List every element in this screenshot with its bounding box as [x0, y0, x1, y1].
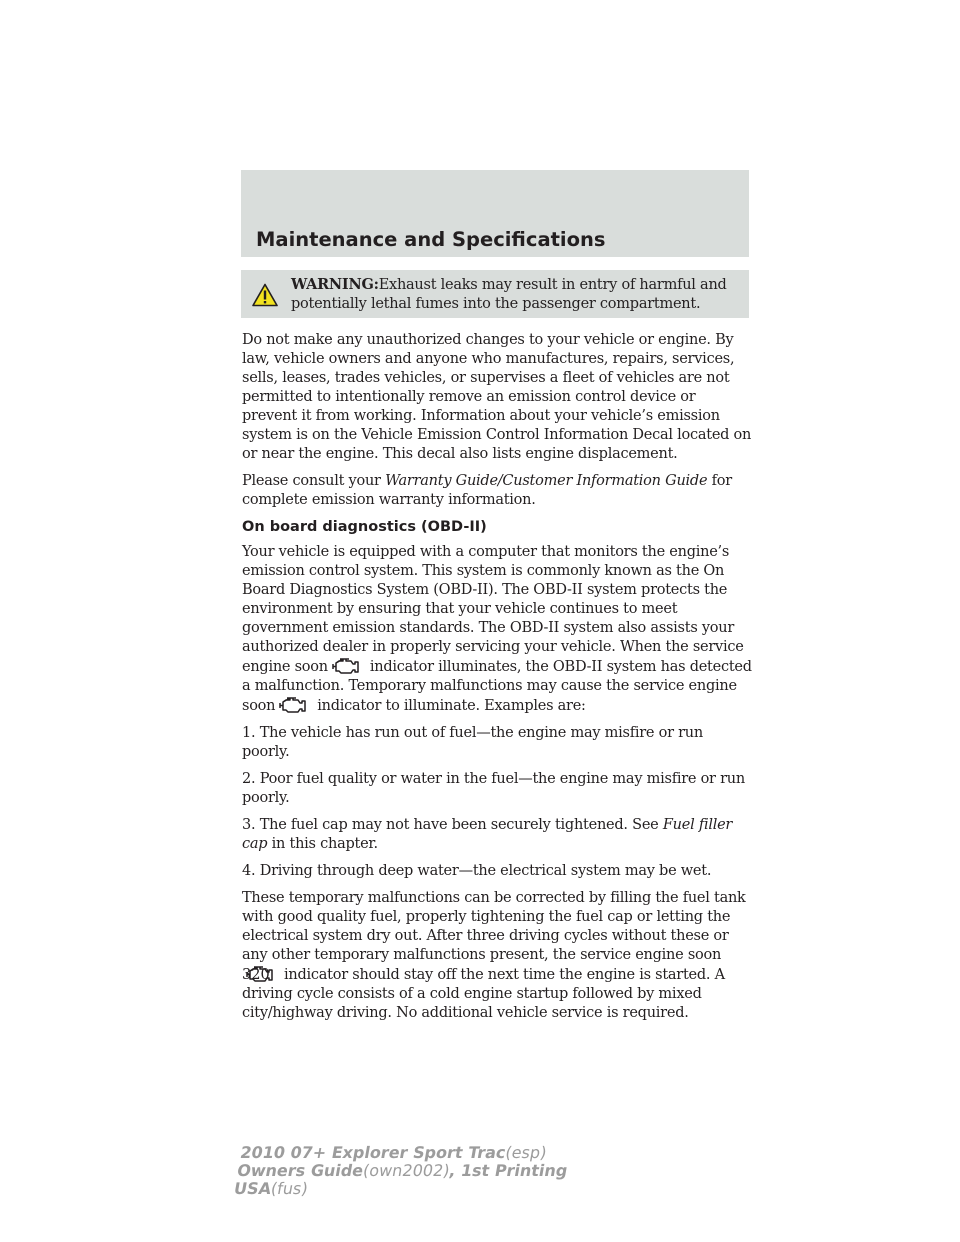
footer-line-3 [232, 1180, 565, 1198]
list-item: 1. The vehicle has run out of fuel—the engine may misfire or run poorly. [242, 725, 703, 760]
warning-triangle-icon [252, 283, 278, 307]
consult-text: Please consult your [242, 473, 381, 489]
check-engine-icon [330, 657, 360, 675]
warning-message: Exhaust leaks may result in entry of harmful and potentially lethal fumes into the passenger compartment. [291, 277, 727, 312]
footer-line-2 [236, 1162, 569, 1180]
footer-market-code: (fus) [269, 1179, 310, 1198]
main-body [242, 331, 752, 1031]
footer-market: USA [232, 1179, 273, 1198]
list-item-text: 3. The fuel cap may not have been securely tightened. See [242, 817, 659, 833]
footer-printing: , 1st Printing [447, 1161, 570, 1180]
warning-text [291, 275, 741, 314]
check-engine-icon [277, 696, 307, 714]
footer [232, 1144, 572, 1198]
list-item: 4. Driving through deep water—the electrical system may be wet. [242, 863, 712, 879]
obd-intro-paragraph [242, 543, 752, 716]
obd-intro-text: Your vehicle is equipped with a computer that monitors the engine’s emission control system. This system is commonly known as the On Board Diagnostics System (OBD-II). The OBD-II system protects the environment by ensuring that your vehicle continues to meet government emission standards. The OBD-II system also assists your authorized dealer in properly servicing your vehicle. When the service engine soon [242, 544, 744, 675]
consult-paragraph [242, 472, 752, 510]
list-item-text-end: in this chapter. [271, 836, 378, 852]
fuel-filler-cap-reference: Fuel filler cap [242, 817, 733, 852]
obd-outro-paragraph [242, 889, 752, 1023]
obd-outro-text-2: indicator should stay off the next time the engine is started. A driving cycle consists of a cold engine startup followed by mixed city/highway driving. No additional vehicle service is required. [242, 967, 725, 1021]
footer-guide: Owners Guide [235, 1161, 365, 1180]
list-item [242, 816, 752, 854]
obd-outro-text: These temporary malfunctions can be corrected by filling the fuel tank with good quality fuel, properly tightening the fuel cap or letting the electrical system dry out. After three driving cycles without these or any other temporary malfunctions present, the service engine soon [242, 890, 746, 963]
changes-paragraph: Do not make any unauthorized changes to your vehicle or engine. By law, vehicle owners and anyone who manufactures, repairs, services, sells, leases, trades vehicles, or supervises a fleet of vehicles are not permitted to intentionally remove an emission control device or prevent it from working. Information about your vehicle’s emission system is on the Vehicle Emission Control Information Decal located on or near the engine. This decal also lists engine displacement. [242, 332, 752, 462]
obd-intro-text-3: indicator to illuminate. Examples are: [317, 698, 586, 714]
warranty-guide-reference: Warranty Guide/Customer Information Guide [385, 473, 708, 489]
section-title: Maintenance and Specifications [256, 228, 606, 251]
warning-label: WARNING: [291, 276, 379, 293]
page-number: 320 [242, 967, 270, 983]
footer-line-1 [239, 1144, 572, 1162]
consult-text-end: for complete emission warranty information. [242, 473, 732, 508]
footer-vehicle: 2010 07+ Explorer Sport Trac [238, 1143, 508, 1162]
obd-intro-text-2: indicator illuminates, the OBD-II system has detected a malfunction. Temporary malfunctions may cause the service engine soon [242, 659, 752, 714]
obd-heading: On board diagnostics (OBD-II) [242, 519, 487, 535]
footer-guide-code: (own2002) [361, 1161, 452, 1180]
footer-vehicle-code: (esp) [503, 1143, 549, 1162]
list-item: 2. Poor fuel quality or water in the fuel—the engine may misfire or run poorly. [242, 771, 745, 806]
